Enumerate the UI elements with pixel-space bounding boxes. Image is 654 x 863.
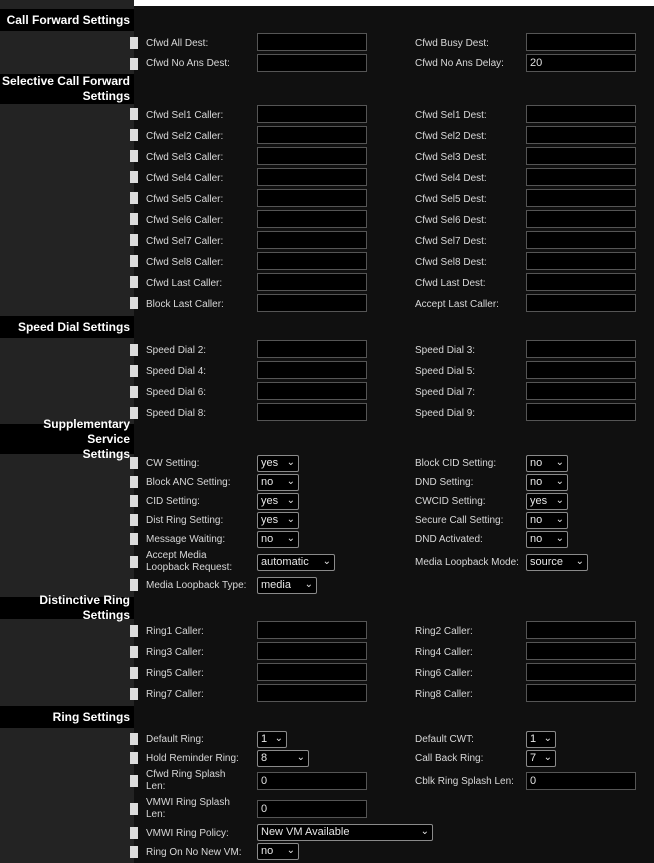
block-anc-setting-label: Block ANC Setting: — [146, 477, 231, 488]
section-speed-dial — [0, 316, 134, 338]
select-value: no — [530, 457, 543, 469]
block-cid-setting-label: Block CID Setting: — [415, 458, 497, 469]
cwcid-setting-label: CWCID Setting: — [415, 496, 486, 507]
cfwd-sel3-caller-label: Cfwd Sel3 Caller: — [146, 152, 224, 163]
label-line: Accept Media — [146, 550, 207, 561]
accept-media-loopback-label — [146, 550, 254, 574]
ring7-caller-input[interactable] — [257, 684, 367, 702]
ring2-caller-label: Ring2 Caller: — [415, 626, 473, 637]
row-marker — [130, 514, 138, 526]
ring3-caller-label: Ring3 Caller: — [146, 647, 204, 658]
section-title-text: Distinctive Ring Settings — [39, 593, 130, 622]
message-waiting-select[interactable] — [257, 531, 299, 548]
cfwd-all-dest-label: Cfwd All Dest: — [146, 38, 209, 49]
call-back-ring-label: Call Back Ring: — [415, 753, 484, 764]
cfwd-no-ans-dest-label: Cfwd No Ans Dest: — [146, 58, 230, 69]
section-title-text: Settings — [82, 446, 130, 461]
block-anc-setting-select[interactable] — [257, 474, 299, 491]
cfwd-last-dest-label: Cfwd Last Dest: — [415, 278, 486, 289]
speed-dial-7-input[interactable] — [526, 382, 636, 400]
chevron-down-icon: ⌄ — [286, 476, 295, 487]
row-marker — [130, 276, 138, 288]
vmwi-ring-splash-len-label — [146, 797, 254, 821]
label-line: Len: — [146, 809, 166, 820]
row-marker — [130, 234, 138, 246]
media-loopback-type-label: Media Loopback Type: — [146, 580, 247, 591]
cfwd-sel7-dest-input[interactable] — [526, 231, 636, 249]
chevron-down-icon: ⌄ — [286, 533, 295, 544]
chevron-down-icon: ⌄ — [286, 845, 295, 856]
cfwd-sel3-dest-label: Cfwd Sel3 Dest: — [415, 152, 487, 163]
section-title-text: Selective Call Forward — [1, 74, 130, 88]
cfwd-all-dest-input[interactable] — [257, 33, 367, 51]
select-value: no — [261, 476, 274, 488]
select-value: no — [530, 514, 543, 526]
chevron-down-icon: ⌄ — [286, 495, 295, 506]
cfwd-last-caller-input[interactable] — [257, 273, 367, 291]
ring3-caller-input[interactable] — [257, 642, 367, 660]
cfwd-sel2-dest-input[interactable] — [526, 126, 636, 144]
cfwd-no-ans-delay-label: Cfwd No Ans Delay: — [415, 58, 504, 69]
select-value: New VM Available — [261, 826, 350, 838]
chevron-down-icon: ⌄ — [555, 514, 564, 525]
row-marker — [130, 344, 138, 356]
cfwd-sel6-caller-input[interactable] — [257, 210, 367, 228]
ring4-caller-label: Ring4 Caller: — [415, 647, 473, 658]
ring8-caller-input[interactable] — [526, 684, 636, 702]
speed-dial-3-input[interactable] — [526, 340, 636, 358]
cfwd-sel3-dest-input[interactable] — [526, 147, 636, 165]
cfwd-ring-splash-len-input[interactable] — [257, 772, 367, 790]
cfwd-sel4-caller-input[interactable] — [257, 168, 367, 186]
section-title-text: Speed Dial Settings — [17, 319, 130, 334]
select-value: yes — [261, 457, 279, 469]
ring5-caller-input[interactable] — [257, 663, 367, 681]
row-marker — [130, 365, 138, 377]
chevron-down-icon: ⌄ — [296, 752, 305, 763]
block-last-caller-label: Block Last Caller: — [146, 299, 224, 310]
row-marker — [130, 150, 138, 162]
select-value: no — [530, 476, 543, 488]
cid-setting-select[interactable] — [257, 493, 299, 510]
chevron-down-icon: ⌄ — [274, 733, 283, 744]
row-marker — [130, 625, 138, 637]
chevron-down-icon: ⌄ — [322, 556, 331, 567]
row-marker — [130, 108, 138, 120]
cfwd-sel4-dest-input[interactable] — [526, 168, 636, 186]
chevron-down-icon: ⌄ — [304, 579, 313, 590]
cfwd-sel8-dest-input[interactable] — [526, 252, 636, 270]
cfwd-sel3-caller-input[interactable] — [257, 147, 367, 165]
section-supplementary-service — [0, 416, 134, 461]
section-title-text: Settings — [82, 89, 130, 103]
section-ring-settings — [0, 706, 134, 728]
secure-call-setting-select[interactable] — [526, 512, 568, 529]
ring4-caller-input[interactable] — [526, 642, 636, 660]
cfwd-busy-dest-label: Cfwd Busy Dest: — [415, 38, 489, 49]
chevron-down-icon: ⌄ — [555, 533, 564, 544]
ring1-caller-label: Ring1 Caller: — [146, 626, 204, 637]
row-marker — [130, 476, 138, 488]
cw-setting-label: CW Setting: — [146, 458, 200, 469]
default-ring-label: Default Ring: — [146, 734, 204, 745]
speed-dial-2-input[interactable] — [257, 340, 367, 358]
select-value: source — [530, 556, 564, 568]
hold-reminder-ring-label: Hold Reminder Ring: — [146, 753, 239, 764]
cfwd-last-caller-label: Cfwd Last Caller: — [146, 278, 223, 289]
vmwi-ring-splash-len-input[interactable] — [257, 800, 367, 818]
speed-dial-2-label: Speed Dial 2: — [146, 345, 207, 356]
select-value: 1 — [261, 733, 268, 745]
ring-on-no-new-vm-label: Ring On No New VM: — [146, 847, 242, 858]
dnd-activated-select[interactable] — [526, 531, 568, 548]
dnd-activated-label: DND Activated: — [415, 534, 483, 545]
cfwd-ring-splash-len-label — [146, 769, 254, 793]
cfwd-sel8-dest-label: Cfwd Sel8 Dest: — [415, 257, 487, 268]
select-value: no — [530, 533, 543, 545]
row-marker — [130, 803, 138, 815]
row-marker — [130, 827, 138, 839]
speed-dial-8-label: Speed Dial 8: — [146, 408, 207, 419]
speed-dial-4-label: Speed Dial 4: — [146, 366, 207, 377]
cfwd-sel8-caller-input[interactable] — [257, 252, 367, 270]
row-marker — [130, 386, 138, 398]
accept-last-caller-input[interactable] — [526, 294, 636, 312]
row-marker — [130, 733, 138, 745]
media-loopback-mode-select[interactable] — [526, 554, 588, 571]
cfwd-sel5-dest-label: Cfwd Sel5 Dest: — [415, 194, 487, 205]
row-marker — [130, 667, 138, 679]
chevron-down-icon: ⌄ — [575, 556, 584, 567]
default-cwt-select[interactable] — [526, 731, 556, 748]
row-marker — [130, 457, 138, 469]
section-title-text: Ring Settings — [52, 709, 130, 724]
chevron-down-icon: ⌄ — [543, 752, 552, 763]
cw-setting-select[interactable] — [257, 455, 299, 472]
accept-media-loopback-select[interactable] — [257, 554, 335, 571]
cid-setting-label: CID Setting: — [146, 496, 200, 507]
select-value: automatic — [261, 556, 309, 568]
cfwd-sel1-dest-label: Cfwd Sel1 Dest: — [415, 110, 487, 121]
row-marker — [130, 495, 138, 507]
row-marker — [130, 556, 138, 568]
ring-on-no-new-vm-select[interactable] — [257, 843, 299, 860]
speed-dial-6-label: Speed Dial 6: — [146, 387, 207, 398]
row-marker — [130, 752, 138, 764]
cfwd-sel6-dest-input[interactable] — [526, 210, 636, 228]
cfwd-sel2-caller-input[interactable] — [257, 126, 367, 144]
dnd-setting-select[interactable] — [526, 474, 568, 491]
row-marker — [130, 297, 138, 309]
cfwd-sel1-caller-input[interactable] — [257, 105, 367, 123]
hold-reminder-ring-select[interactable] — [257, 750, 309, 767]
row-marker — [130, 407, 138, 419]
chevron-down-icon: ⌄ — [555, 457, 564, 468]
cfwd-sel5-dest-input[interactable] — [526, 189, 636, 207]
cfwd-sel5-caller-label: Cfwd Sel5 Caller: — [146, 194, 224, 205]
chevron-down-icon: ⌄ — [420, 826, 429, 837]
dist-ring-setting-label: Dist Ring Setting: — [146, 515, 224, 526]
cfwd-sel7-dest-label: Cfwd Sel7 Dest: — [415, 236, 487, 247]
speed-dial-7-label: Speed Dial 7: — [415, 387, 476, 398]
cfwd-sel1-dest-input[interactable] — [526, 105, 636, 123]
row-marker — [130, 533, 138, 545]
select-value: yes — [261, 495, 279, 507]
section-title-text: Supplementary Service — [43, 416, 130, 446]
cfwd-sel4-caller-label: Cfwd Sel4 Caller: — [146, 173, 224, 184]
speed-dial-4-input[interactable] — [257, 361, 367, 379]
label-line: Cfwd Ring Splash — [146, 769, 226, 780]
cfwd-sel8-caller-label: Cfwd Sel8 Caller: — [146, 257, 224, 268]
block-cid-setting-select[interactable] — [526, 455, 568, 472]
chevron-down-icon: ⌄ — [286, 457, 295, 468]
select-value: 7 — [530, 752, 537, 764]
select-value: yes — [261, 514, 279, 526]
cfwd-sel5-caller-input[interactable] — [257, 189, 367, 207]
top-border — [134, 0, 654, 6]
secure-call-setting-label: Secure Call Setting: — [415, 515, 504, 526]
label-line: VMWI Ring Splash — [146, 797, 230, 808]
row-marker — [130, 213, 138, 225]
ring6-caller-input[interactable] — [526, 663, 636, 681]
ring7-caller-label: Ring7 Caller: — [146, 689, 204, 700]
row-marker — [130, 58, 138, 70]
message-waiting-label: Message Waiting: — [146, 534, 226, 545]
row-marker — [130, 37, 138, 49]
ring1-caller-input[interactable] — [257, 621, 367, 639]
section-title-text: Call Forward Settings — [6, 12, 130, 27]
cfwd-sel6-caller-label: Cfwd Sel6 Caller: — [146, 215, 224, 226]
vmwi-ring-policy-label: VMWI Ring Policy: — [146, 828, 229, 839]
accept-last-caller-label: Accept Last Caller: — [415, 299, 499, 310]
cfwd-sel2-caller-label: Cfwd Sel2 Caller: — [146, 131, 224, 142]
cfwd-sel1-caller-label: Cfwd Sel1 Caller: — [146, 110, 224, 121]
speed-dial-9-input[interactable] — [526, 403, 636, 421]
label-line: Len: — [146, 781, 166, 792]
chevron-down-icon: ⌄ — [286, 514, 295, 525]
chevron-down-icon: ⌄ — [555, 495, 564, 506]
cfwd-sel7-caller-label: Cfwd Sel7 Caller: — [146, 236, 224, 247]
section-distinctive-ring — [0, 593, 134, 622]
select-value: no — [261, 845, 274, 857]
row-marker — [130, 846, 138, 858]
call-back-ring-select[interactable] — [526, 750, 556, 767]
default-cwt-label: Default CWT: — [415, 734, 474, 745]
default-ring-select[interactable] — [257, 731, 287, 748]
row-marker — [130, 192, 138, 204]
select-value: yes — [530, 495, 548, 507]
row-marker — [130, 688, 138, 700]
ring5-caller-label: Ring5 Caller: — [146, 668, 204, 679]
cfwd-sel4-dest-label: Cfwd Sel4 Dest: — [415, 173, 487, 184]
row-marker — [130, 579, 138, 591]
select-value: media — [261, 579, 291, 591]
cfwd-sel6-dest-label: Cfwd Sel6 Dest: — [415, 215, 487, 226]
cfwd-last-dest-input[interactable] — [526, 273, 636, 291]
section-selective-call-forward — [0, 74, 134, 104]
row-marker — [130, 255, 138, 267]
row-marker — [130, 129, 138, 141]
cfwd-sel7-caller-input[interactable] — [257, 231, 367, 249]
chevron-down-icon: ⌄ — [543, 733, 552, 744]
speed-dial-3-label: Speed Dial 3: — [415, 345, 476, 356]
row-marker — [130, 775, 138, 787]
row-marker — [130, 646, 138, 658]
label-line: Loopback Request: — [146, 562, 233, 573]
media-loopback-mode-label: Media Loopback Mode: — [415, 557, 519, 568]
cfwd-no-ans-dest-input[interactable] — [257, 54, 367, 72]
cwcid-setting-select[interactable] — [526, 493, 568, 510]
speed-dial-6-input[interactable] — [257, 382, 367, 400]
chevron-down-icon: ⌄ — [555, 476, 564, 487]
speed-dial-5-label: Speed Dial 5: — [415, 366, 476, 377]
row-marker — [130, 171, 138, 183]
dist-ring-setting-select[interactable] — [257, 512, 299, 529]
cfwd-busy-dest-input[interactable] — [526, 33, 636, 51]
ring6-caller-label: Ring6 Caller: — [415, 668, 473, 679]
speed-dial-9-label: Speed Dial 9: — [415, 408, 476, 419]
select-value: 8 — [261, 752, 268, 764]
media-loopback-type-select[interactable] — [257, 577, 317, 594]
select-value: 1 — [530, 733, 537, 745]
dnd-setting-label: DND Setting: — [415, 477, 474, 488]
cblk-ring-splash-len-label: Cblk Ring Splash Len: — [415, 776, 514, 787]
cfwd-no-ans-delay-input[interactable] — [526, 54, 636, 72]
ring8-caller-label: Ring8 Caller: — [415, 689, 473, 700]
cfwd-sel2-dest-label: Cfwd Sel2 Dest: — [415, 131, 487, 142]
section-call-forward — [0, 9, 134, 31]
vmwi-ring-policy-select[interactable] — [257, 824, 433, 841]
speed-dial-5-input[interactable] — [526, 361, 636, 379]
block-last-caller-input[interactable] — [257, 294, 367, 312]
ring2-caller-input[interactable] — [526, 621, 636, 639]
select-value: no — [261, 533, 274, 545]
speed-dial-8-input[interactable] — [257, 403, 367, 421]
cblk-ring-splash-len-input[interactable] — [526, 772, 636, 790]
